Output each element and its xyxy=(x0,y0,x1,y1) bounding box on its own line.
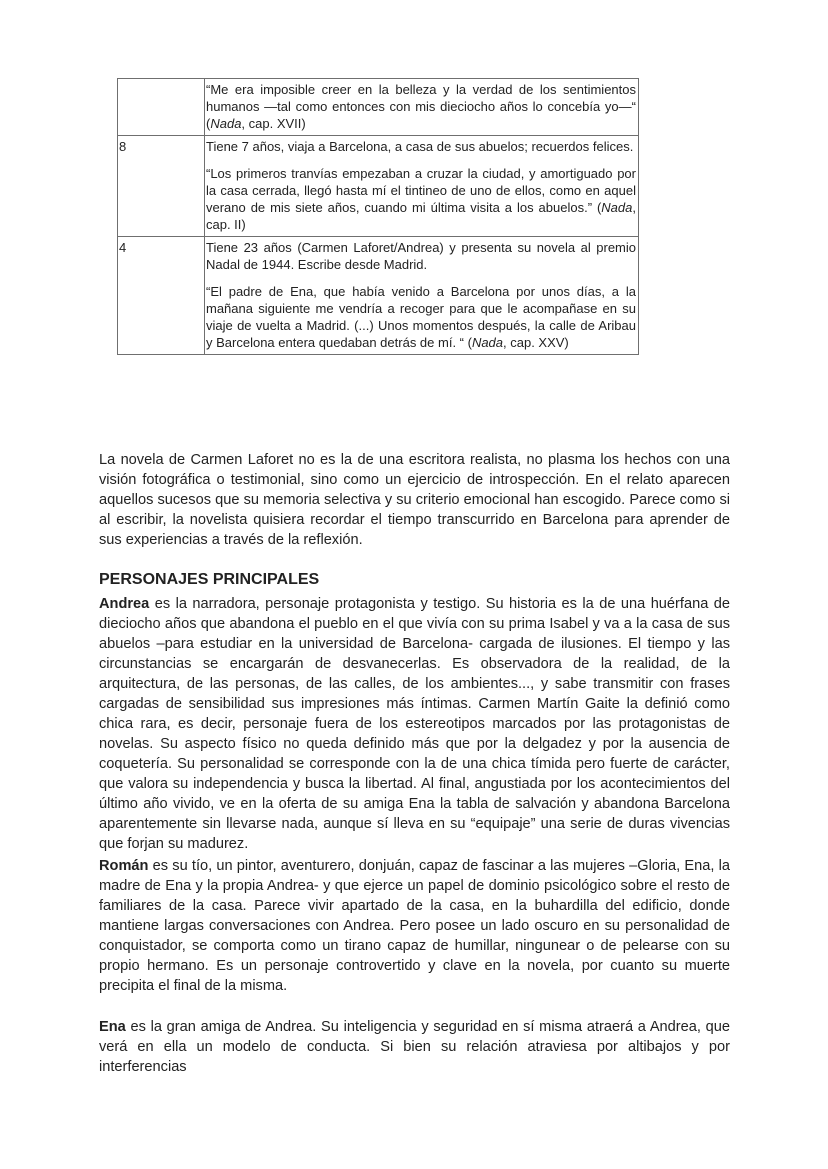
character-description: es la gran amiga de Andrea. Su inteligencia y seguridad en sí misma atraerá a Andrea, que verá en ella un modelo de conducta. Si bien su relación atraviesa por altibajos y por interferencias xyxy=(99,1019,730,1075)
character-paragraph xyxy=(99,856,730,996)
table-cell-number: 4 xyxy=(118,237,205,355)
table-row xyxy=(118,237,639,355)
description-paragraph: Tiene 7 años, viaja a Barcelona, a casa de sus abuelos; recuerdos felices. xyxy=(206,139,634,154)
table-cell-text xyxy=(205,237,639,355)
character-paragraph xyxy=(99,1017,730,1077)
quote-paragraph: “El padre de Ena, que había venido a Barcelona por unos días, a la mañana siguiente me vendría a recoger para que le acompañase en su viaje de vuelta a Madrid. (...) Unos momentos después, la calle de Aribau y Barcelona entera quedaban detrás de mí. “ (Nada, cap. XXV) xyxy=(206,284,636,350)
character-name: Andrea xyxy=(99,596,150,612)
character-description: es su tío, un pintor, aventurero, donjuán, capaz de fascinar a las mujeres –Gloria, Ena, la madre de Ena y la propia Andrea- y que ejerce un papel de dominio psicológico sobre el resto de familiares de la casa. Parece vivir apartado de la casa, en la buhardilla del edificio, donde mantiene largas conversaciones con Andrea. Pero posee un lado oscuro en su personalidad de conquistador, se comporta como un tirano capaz de humillar, ningunear o de pelearse con su propio hermano. Es un personaje controvertido y clave en la novela, por cuanto su muerte precipita el final de la misma. xyxy=(99,858,730,994)
character-ena-block xyxy=(99,1017,730,1077)
character-roman-block xyxy=(99,856,730,996)
character-name: Román xyxy=(99,858,149,874)
table-cell-text xyxy=(205,79,639,136)
intro-paragraph-block xyxy=(99,450,730,550)
character-description: es la narradora, personaje protagonista y testigo. Su historia es la de una huérfana de dieciocho años que abandona el pueblo en el que vivía con su prima Isabel y va a la casa de sus abuelos –para estudiar en la universidad de Barcelona- cargada de ilusiones. El tiempo y las circunstancias se encargarán de desvanecerlas. Es observadora de la realidad, de la arquitectura, de las personas, de las calles, de los ambientes..., y sabe transmitir con frases cargadas de sensibilidad sus impresiones más íntimas. Carmen Martín Gaite la definió como chica rara, es decir, personaje fuera de los estereotipos marcados por las protagonistas de novelas. Su aspecto físico no queda definido más que por la delgadez y por la ausencia de coquetería. Su personalidad se corresponde con la de una chica tímida pero fuerte de carácter, que valora su independencia y busca la libertad. Al final, angustiada por los acontecimientos del último año vivido, ve en la oferta de su amiga Ena la tabla de salvación y abandona Barcelona aparentemente sin llevarse nada, aunque sí lleva en su “equipaje” una serie de duras vivencias que forjan su madurez. xyxy=(99,596,730,852)
table-cell-number xyxy=(118,79,205,136)
table-row xyxy=(118,136,639,237)
character-paragraph xyxy=(99,594,730,854)
quote-paragraph: “Los primeros tranvías empezaban a cruzar la ciudad, y amortiguado por la casa cerrada, llegó hasta mí el tintineo de uno de ellos, como en aquel verano de mis siete años, cuando mi última visita a los abuelos.” (Nada, cap. II) xyxy=(206,166,636,232)
description-paragraph: Tiene 23 años (Carmen Laforet/Andrea) y presenta su novela al premio Nadal de 1944. Escribe desde Madrid. xyxy=(206,240,636,272)
table-cell-number: 8 xyxy=(118,136,205,237)
table-row xyxy=(118,79,639,136)
character-andrea-block xyxy=(99,594,730,854)
section-heading: PERSONAJES PRINCIPALES xyxy=(99,571,320,588)
character-name: Ena xyxy=(99,1019,126,1035)
intro-paragraph: La novela de Carmen Laforet no es la de una escritora realista, no plasma los hechos con una visión fotográfica o testimonial, sino como un ejercicio de introspección. En el relato aparecen aquellos sucesos que su memoria selectiva y su criterio emocional han escogido. Parece como si al escribir, la novelista quisiera recordar el tiempo transcurrido en Barcelona para aprender de sus experiencias a través de la reflexión. xyxy=(99,452,730,548)
table-cell-text xyxy=(205,136,639,237)
quotes-table xyxy=(117,78,639,355)
quote-paragraph: “Me era imposible creer en la belleza y la verdad de los sentimientos humanos —tal como entonces con mis dieciocho años lo concebía yo—“ (Nada, cap. XVII) xyxy=(206,82,636,131)
